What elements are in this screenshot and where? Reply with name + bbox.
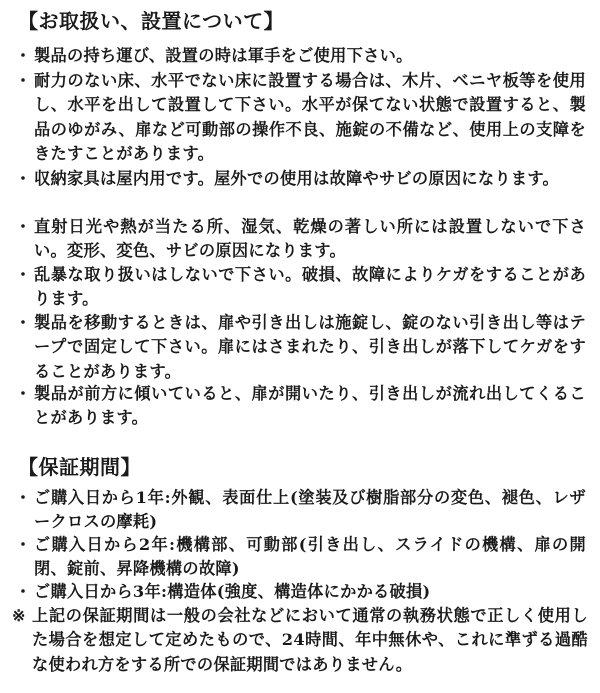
handling-item-1 [14, 44, 586, 68]
handling-item-text: 製品の持ち運び、設置の時は軍手をご使用下さい。 [34, 46, 413, 65]
handling-item-4 [14, 215, 586, 264]
handling-item-text: 収納家具は屋内用です。屋外での使用は故障やサビの原因になります。 [34, 169, 560, 188]
handling-item-2 [14, 69, 586, 166]
handling-item-text: 耐力のない床、水平でない床に設置する場合は、木片、ベニヤ板等を使用し、水平を出して設置して下さい。水平が保てない状態で設置すると、製品のゆがみ、扉など可動部の操作不良、施錠の不備など、使用上の支障をきたすことがあります。 [34, 71, 586, 163]
warranty-item-text: ご購入日から1年:外観、表面仕上(塗装及び樹脂部分の変色、褪色、レザークロスの摩耗) [34, 488, 586, 532]
warranty-item-1 [14, 486, 586, 535]
bullet: ・ [14, 313, 31, 332]
bullet: ・ [14, 169, 31, 188]
handling-item-7 [14, 382, 586, 431]
warranty-item-text: ご購入日から3年:構造体(強度、構造体にかかる破損) [34, 582, 431, 601]
handling-item-text: 直射日光や熱が当たる所、湿気、乾燥の著しい所には設置しないで下さい。変形、変色、サビの原因になります。 [34, 217, 586, 261]
bullet: ・ [14, 488, 31, 507]
bullet: ・ [14, 582, 31, 601]
note-mark: ※ [12, 606, 26, 625]
warranty-note-text: 上記の保証期間は一般の会社などにおいて通常の執務状態で正しく使用した場合を想定して定めたもので、24時間、年中無休や、これに準ずる過酷な使われ方をする所での保証期間ではありません。 [32, 606, 588, 674]
bullet: ・ [14, 265, 31, 284]
warranty-item-3 [14, 580, 586, 604]
handling-item-3 [14, 167, 586, 191]
handling-item-text: 製品を移動するときは、扉や引き出しは施錠し、錠のない引き出し等はテープで固定して下さい。扉にはさまれたり、引き出しが落下してケガをすることがあります。 [34, 313, 586, 381]
bullet: ・ [14, 46, 31, 65]
warranty-heading: 【保証期間】 [18, 455, 141, 479]
bullet: ・ [14, 384, 31, 403]
bullet: ・ [14, 535, 31, 554]
handling-item-text: 乱暴な取り扱いはしないで下さい。破損、故障によりケガをすることがあります。 [34, 265, 586, 309]
handling-item-6 [14, 311, 586, 384]
warranty-item-2 [14, 533, 586, 582]
bullet: ・ [14, 217, 31, 236]
handling-heading: 【お取扱い、設置について】 [18, 9, 285, 33]
warranty-note [12, 604, 588, 677]
warranty-item-text: ご購入日から2年:機構部、可動部(引き出し、スライドの機構、扉の開閉、錠前、昇降機構の故障) [34, 535, 586, 579]
cut-off-text-line [22, 684, 582, 693]
bullet: ・ [14, 71, 31, 90]
handling-item-text: 製品が前方に傾いていると、扉が開いたり、引き出しが流れ出してくることがあります。 [34, 384, 586, 428]
handling-item-5 [14, 263, 586, 312]
